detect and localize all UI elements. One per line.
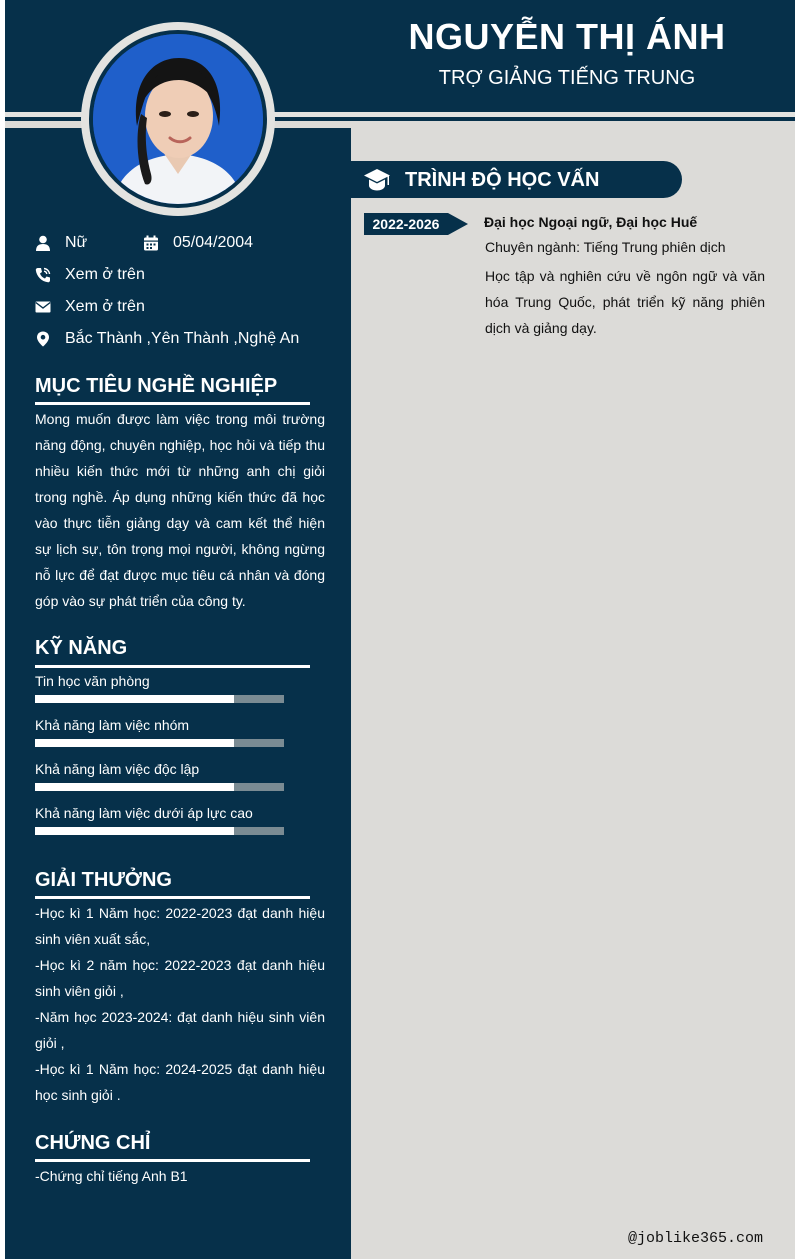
award-item: -Học kì 1 Năm học: 2022-2023 đạt danh hiệu sinh viên xuất sắc, (35, 905, 325, 947)
address-value: Bắc Thành ,Yên Thành ,Nghệ An (65, 330, 300, 347)
awards-title: GIẢI THƯỞNG (35, 869, 172, 891)
awards-list (35, 900, 325, 1108)
phone-icon (35, 267, 51, 283)
skills-underline (35, 665, 310, 668)
candidate-name: NGUYỄN THỊ ÁNH (408, 16, 726, 57)
skill-bar (35, 739, 284, 747)
avatar-image (93, 34, 263, 204)
skill-label: Khả năng làm việc dưới áp lực cao (35, 805, 253, 821)
address-row (35, 330, 299, 348)
education-school: Đại học Ngoại ngữ, Đại học Huế (484, 214, 698, 230)
certificate-item: -Chứng chỉ tiếng Anh B1 (35, 1168, 188, 1184)
objective-text: Mong muốn được làm việc trong môi trường năng động, chuyên nghiệp, học hỏi và tiếp thu nhiều kiến thức mới từ những anh chị giỏi trong nghề. Áp dụng những kiến thức đã học vào thực tiễn giảng dạy và cam kết thể hiện sự lịch sự, tôn trọng mọi người, không ngừng nỗ lực để đạt được mục tiêu cá nhân và đóng góp vào sự phát triển của công ty. (35, 411, 325, 609)
year-tag-arrow (448, 213, 468, 235)
objective-underline (35, 402, 310, 405)
award-item: -Năm học 2023-2024: đạt danh hiệu sinh viên giỏi , (35, 1009, 325, 1051)
mail-icon (35, 299, 51, 315)
certificates-title: CHỨNG CHỈ (35, 1132, 151, 1154)
skill-item (35, 761, 285, 791)
skill-bar (35, 695, 284, 703)
email-value: Xem ở trên (65, 298, 145, 315)
birthday-row (143, 234, 253, 252)
skill-item (35, 717, 285, 747)
gender-row (35, 234, 87, 252)
education-title: TRÌNH ĐỘ HỌC VẤN (405, 169, 600, 191)
award-item: -Học kì 2 năm học: 2022-2023 đạt danh hiệu sinh viên giỏi , (35, 957, 325, 999)
certificates-list (35, 1163, 325, 1189)
education-major: Chuyên ngành: Tiếng Trung phiên dịch (485, 239, 726, 255)
skills-title: KỸ NĂNG (35, 637, 128, 659)
skill-bar-fill (35, 827, 234, 835)
avatar-frame (81, 22, 275, 216)
education-years: 2022-2026 (364, 213, 448, 235)
calendar-icon (143, 235, 159, 251)
skill-item (35, 673, 285, 703)
certificates-underline (35, 1159, 310, 1162)
phone-row (35, 266, 145, 284)
skill-label: Khả năng làm việc nhóm (35, 717, 190, 733)
award-item: -Học kì 1 Năm học: 2024-2025 đạt danh hiệu học sinh giỏi . (35, 1061, 325, 1103)
cv-page (5, 0, 795, 1259)
skill-bar (35, 783, 284, 791)
skill-label: Tin học văn phòng (35, 673, 150, 689)
skill-bar-fill (35, 695, 234, 703)
awards-underline (35, 896, 310, 899)
birthday-value: 05/04/2004 (173, 234, 254, 251)
candidate-role: TRỢ GIẢNG TIẾNG TRUNG (438, 67, 696, 89)
education-description: Học tập và nghiên cứu về ngôn ngữ và văn hóa Trung Quốc, phát triển kỹ năng phiên dịch và giảng dạy. (485, 268, 765, 336)
gender-value: Nữ (65, 234, 88, 251)
watermark: @joblike365.com (628, 1230, 764, 1247)
objective-title: MỤC TIÊU NGHỀ NGHIỆP (35, 375, 278, 397)
education-header (351, 161, 682, 198)
skill-bar-fill (35, 783, 234, 791)
user-icon (35, 235, 51, 251)
location-icon (35, 331, 51, 347)
skill-item (35, 805, 285, 835)
skill-bar (35, 827, 284, 835)
skill-label: Khả năng làm việc độc lập (35, 761, 200, 777)
avatar (93, 34, 263, 204)
skill-bar-fill (35, 739, 234, 747)
email-row (35, 298, 145, 316)
graduation-cap-icon (363, 167, 391, 193)
phone-value: Xem ở trên (65, 266, 145, 283)
